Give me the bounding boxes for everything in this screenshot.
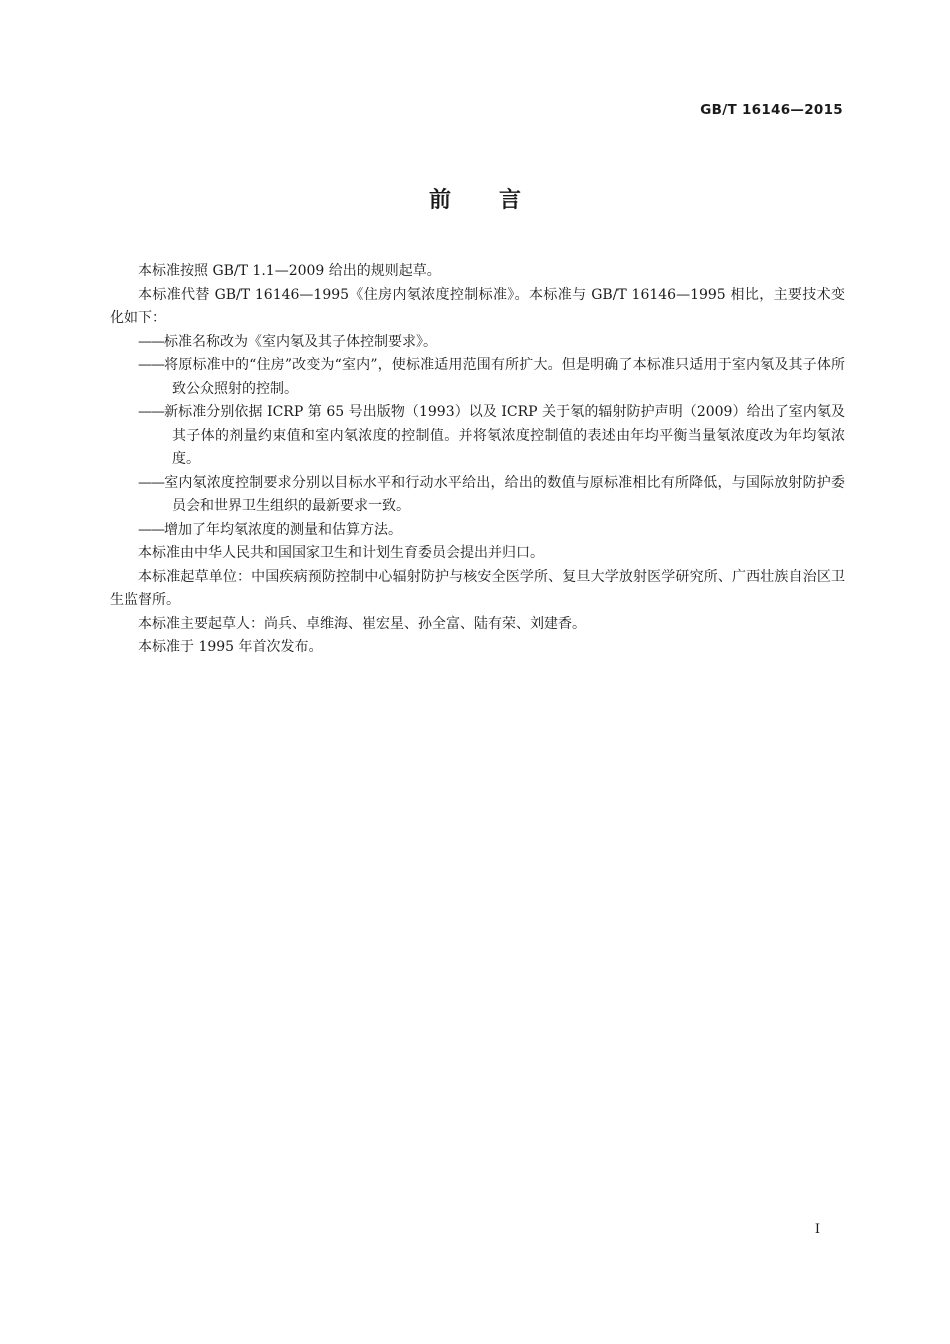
- paragraph-first-issue: 本标准于 1995 年首次发布。: [138, 639, 323, 655]
- list-dash: ——: [138, 521, 164, 538]
- list-item-text: 室内氡浓度控制要求分别以目标水平和行动水平给出，给出的数值与原标准相比有所降低，与国际放射防护委员会和世界卫生组织的最新要求一致。: [164, 474, 845, 514]
- paragraph-drafting-rules: 本标准按照 GB/T 1.1—2009 给出的规则起草。: [138, 263, 441, 279]
- list-dash: ——: [138, 474, 164, 491]
- paragraph-drafting-units: 本标准起草单位：中国疾病预防控制中心辐射防护与核安全医学所、复旦大学放射医学研究所、广西壮族自治区卫生监督所。: [110, 568, 845, 608]
- header-standard-code: GB/T 16146—2015: [700, 102, 843, 118]
- list-item-text: 新标准分别依据 ICRP 第 65 号出版物（1993）以及 ICRP 关于氡的辐射防护声明（2009）给出了室内氡及其子体的剂量约束值和室内氡浓度的控制值。并将氡浓度控制值的表述由年均平衡当量氡浓度改为年均氡浓度。: [164, 404, 845, 467]
- list-item: [110, 354, 845, 401]
- foreword-content: [110, 260, 845, 660]
- list-item: [110, 401, 845, 472]
- list-dash: ——: [138, 357, 164, 373]
- list-item: [110, 331, 845, 355]
- paragraph-replacement: 本标准代替 GB/T 16146—1995《住房内氡浓度控制标准》。本标准与 GB/T 16146—1995 相比，主要技术变化如下：: [110, 286, 845, 326]
- list-dash: ——: [138, 404, 164, 420]
- list-item-text: 标准名称改为《室内氡及其子体控制要求》。: [164, 333, 437, 350]
- page-title: 前言: [428, 188, 569, 213]
- paragraph-proposer: 本标准由中华人民共和国国家卫生和计划生育委员会提出并归口。: [138, 545, 544, 561]
- list-item-text: 将原标准中的“住房”改变为“室内”，使标准适用范围有所扩大。但是明确了本标准只适用于室内氡及其子体所致公众照射的控制。: [164, 357, 845, 397]
- list-item: [110, 519, 845, 543]
- list-item-text: 增加了年均氡浓度的测量和估算方法。: [164, 521, 402, 538]
- paragraph-drafters: 本标准主要起草人：尚兵、卓维海、崔宏星、孙全富、陆有荣、刘建香。: [138, 615, 586, 632]
- list-dash: ——: [138, 333, 164, 350]
- list-item: [110, 472, 845, 519]
- page-number: I: [814, 1222, 820, 1237]
